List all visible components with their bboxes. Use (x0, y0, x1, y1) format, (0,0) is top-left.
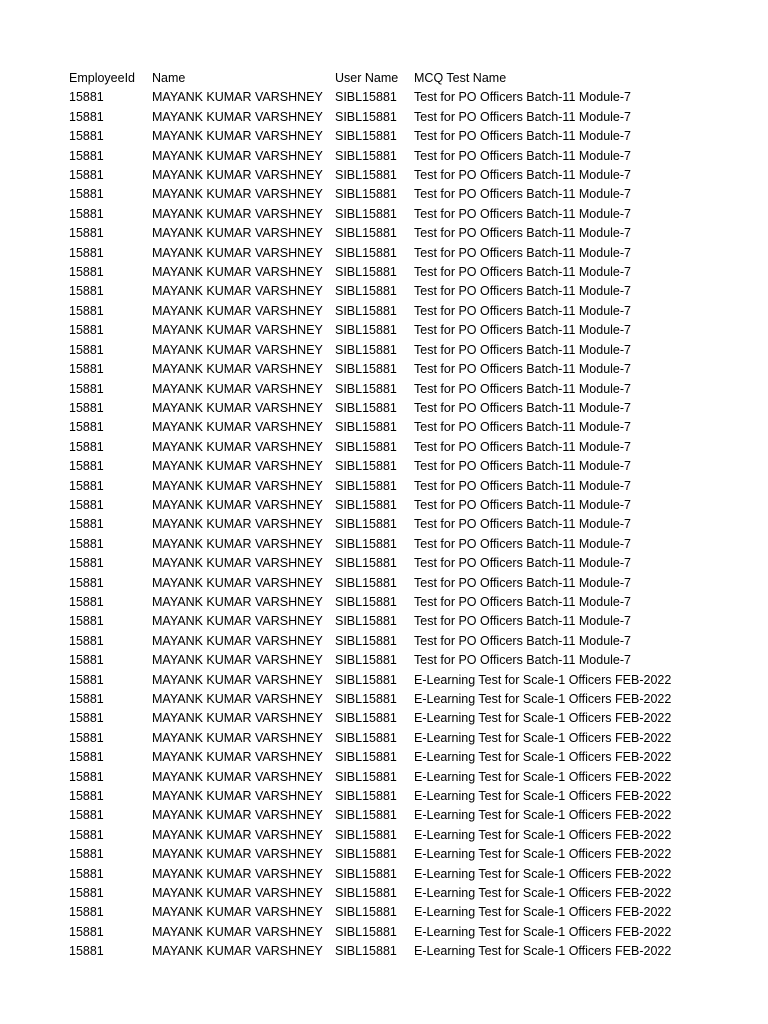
cell-name: MAYANK KUMAR VARSHNEY (152, 303, 323, 318)
cell-user-name: SIBL15881 (335, 866, 397, 881)
cell-mcq-test-name: E-Learning Test for Scale-1 Officers FEB-2022 (414, 847, 672, 862)
cell-mcq-test-name: Test for PO Officers Batch-11 Module-7 (414, 109, 631, 124)
cell-name: MAYANK KUMAR VARSHNEY (152, 129, 323, 144)
cell-employee-id: 15881 (69, 750, 104, 765)
cell-name: MAYANK KUMAR VARSHNEY (152, 750, 323, 765)
cell-mcq-test-name: Test for PO Officers Batch-11 Module-7 (414, 168, 631, 183)
cell-user-name: SIBL15881 (335, 789, 397, 804)
cell-employee-id: 15881 (69, 692, 104, 706)
cell-name: MAYANK KUMAR VARSHNEY (152, 245, 323, 260)
cell-user-name: SIBL15881 (335, 556, 397, 571)
cell-mcq-test-name: Test for PO Officers Batch-11 Module-7 (414, 362, 631, 377)
cell-name: MAYANK KUMAR VARSHNEY (152, 614, 323, 629)
table-row (69, 651, 759, 670)
cell-mcq-test-name: Test for PO Officers Batch-11 Module-7 (414, 633, 631, 648)
table-row (69, 671, 759, 690)
cell-name: MAYANK KUMAR VARSHNEY (152, 692, 323, 706)
cell-mcq-test-name: E-Learning Test for Scale-1 Officers FEB-2022 (414, 730, 672, 745)
cell-user-name: SIBL15881 (335, 750, 397, 765)
cell-user-name: SIBL15881 (335, 323, 397, 338)
cell-user-name: SIBL15881 (335, 420, 397, 435)
table-row (69, 923, 759, 942)
cell-employee-id: 15881 (69, 168, 104, 183)
cell-user-name: SIBL15881 (335, 711, 397, 726)
table-row (69, 302, 759, 321)
cell-employee-id: 15881 (69, 866, 104, 881)
table-row (69, 496, 759, 515)
cell-name: MAYANK KUMAR VARSHNEY (152, 575, 323, 590)
cell-employee-id: 15881 (69, 905, 104, 920)
table-row (69, 612, 759, 631)
cell-employee-id: 15881 (69, 478, 104, 493)
cell-user-name: SIBL15881 (335, 633, 397, 648)
table-row (69, 884, 759, 903)
cell-name: MAYANK KUMAR VARSHNEY (152, 478, 323, 493)
cell-mcq-test-name: Test for PO Officers Batch-11 Module-7 (414, 284, 631, 299)
cell-user-name: SIBL15881 (335, 459, 397, 474)
spreadsheet-table (69, 69, 759, 962)
table-row (69, 865, 759, 884)
cell-mcq-test-name: Test for PO Officers Batch-11 Module-7 (414, 478, 631, 493)
cell-mcq-test-name: E-Learning Test for Scale-1 Officers FEB-2022 (414, 924, 672, 939)
cell-user-name: SIBL15881 (335, 129, 397, 144)
cell-name: MAYANK KUMAR VARSHNEY (152, 886, 323, 901)
cell-mcq-test-name: Test for PO Officers Batch-11 Module-7 (414, 400, 631, 415)
cell-mcq-test-name: Test for PO Officers Batch-11 Module-7 (414, 497, 631, 512)
cell-name: MAYANK KUMAR VARSHNEY (152, 400, 323, 415)
cell-mcq-test-name: Test for PO Officers Batch-11 Module-7 (414, 439, 631, 454)
cell-employee-id: 15881 (69, 556, 104, 571)
cell-name: MAYANK KUMAR VARSHNEY (152, 556, 323, 571)
cell-user-name: SIBL15881 (335, 109, 397, 124)
cell-mcq-test-name: E-Learning Test for Scale-1 Officers FEB-2022 (414, 750, 672, 765)
cell-employee-id: 15881 (69, 187, 104, 202)
cell-mcq-test-name: E-Learning Test for Scale-1 Officers FEB-2022 (414, 711, 672, 726)
cell-employee-id: 15881 (69, 847, 104, 862)
table-row (69, 127, 759, 146)
table-row (69, 438, 759, 457)
cell-mcq-test-name: E-Learning Test for Scale-1 Officers FEB-2022 (414, 905, 672, 920)
cell-name: MAYANK KUMAR VARSHNEY (152, 905, 323, 920)
cell-mcq-test-name: Test for PO Officers Batch-11 Module-7 (414, 148, 631, 163)
table-row (69, 147, 759, 166)
cell-user-name: SIBL15881 (335, 730, 397, 745)
cell-user-name: SIBL15881 (335, 148, 397, 163)
cell-employee-id: 15881 (69, 789, 104, 804)
table-row (69, 942, 759, 961)
table-row (69, 244, 759, 263)
cell-name: MAYANK KUMAR VARSHNEY (152, 789, 323, 804)
header-name: Name (152, 71, 186, 85)
cell-employee-id: 15881 (69, 808, 104, 823)
cell-employee-id: 15881 (69, 265, 104, 280)
cell-name: MAYANK KUMAR VARSHNEY (152, 497, 323, 512)
table-row (69, 224, 759, 243)
cell-employee-id: 15881 (69, 303, 104, 318)
cell-employee-id: 15881 (69, 614, 104, 629)
cell-mcq-test-name: Test for PO Officers Batch-11 Module-7 (414, 381, 631, 396)
cell-name: MAYANK KUMAR VARSHNEY (152, 381, 323, 396)
cell-name: MAYANK KUMAR VARSHNEY (152, 517, 323, 532)
cell-user-name: SIBL15881 (335, 439, 397, 454)
cell-user-name: SIBL15881 (335, 206, 397, 221)
cell-user-name: SIBL15881 (335, 245, 397, 260)
cell-employee-id: 15881 (69, 536, 104, 551)
table-row (69, 709, 759, 728)
cell-mcq-test-name: Test for PO Officers Batch-11 Module-7 (414, 536, 631, 551)
cell-mcq-test-name: Test for PO Officers Batch-11 Module-7 (414, 575, 631, 590)
cell-name: MAYANK KUMAR VARSHNEY (152, 730, 323, 745)
cell-employee-id: 15881 (69, 459, 104, 474)
table-row (69, 457, 759, 476)
table-row (69, 593, 759, 612)
cell-name: MAYANK KUMAR VARSHNEY (152, 459, 323, 474)
cell-employee-id: 15881 (69, 362, 104, 377)
cell-user-name: SIBL15881 (335, 808, 397, 823)
cell-name: MAYANK KUMAR VARSHNEY (152, 633, 323, 648)
cell-name: MAYANK KUMAR VARSHNEY (152, 653, 323, 668)
table-row (69, 903, 759, 922)
table-row (69, 515, 759, 534)
cell-user-name: SIBL15881 (335, 847, 397, 862)
cell-user-name: SIBL15881 (335, 168, 397, 183)
cell-employee-id: 15881 (69, 633, 104, 648)
cell-mcq-test-name: Test for PO Officers Batch-11 Module-7 (414, 459, 631, 474)
cell-user-name: SIBL15881 (335, 692, 397, 706)
cell-employee-id: 15881 (69, 672, 104, 687)
cell-mcq-test-name: Test for PO Officers Batch-11 Module-7 (414, 245, 631, 260)
cell-name: MAYANK KUMAR VARSHNEY (152, 342, 323, 357)
cell-name: MAYANK KUMAR VARSHNEY (152, 769, 323, 784)
cell-employee-id: 15881 (69, 924, 104, 939)
cell-name: MAYANK KUMAR VARSHNEY (152, 536, 323, 551)
cell-user-name: SIBL15881 (335, 90, 397, 105)
cell-name: MAYANK KUMAR VARSHNEY (152, 808, 323, 823)
cell-name: MAYANK KUMAR VARSHNEY (152, 944, 323, 959)
cell-name: MAYANK KUMAR VARSHNEY (152, 168, 323, 183)
cell-mcq-test-name: Test for PO Officers Batch-11 Module-7 (414, 342, 631, 357)
table-header-row (69, 69, 759, 88)
cell-employee-id: 15881 (69, 769, 104, 784)
cell-employee-id: 15881 (69, 226, 104, 241)
cell-mcq-test-name: E-Learning Test for Scale-1 Officers FEB-2022 (414, 789, 672, 804)
table-row (69, 554, 759, 573)
cell-mcq-test-name: E-Learning Test for Scale-1 Officers FEB-2022 (414, 866, 672, 881)
table-row (69, 88, 759, 107)
cell-employee-id: 15881 (69, 342, 104, 357)
cell-employee-id: 15881 (69, 594, 104, 609)
cell-name: MAYANK KUMAR VARSHNEY (152, 866, 323, 881)
cell-name: MAYANK KUMAR VARSHNEY (152, 439, 323, 454)
table-row (69, 748, 759, 767)
cell-employee-id: 15881 (69, 109, 104, 124)
cell-mcq-test-name: Test for PO Officers Batch-11 Module-7 (414, 323, 631, 338)
cell-mcq-test-name: Test for PO Officers Batch-11 Module-7 (414, 206, 631, 221)
cell-user-name: SIBL15881 (335, 944, 397, 959)
cell-mcq-test-name: Test for PO Officers Batch-11 Module-7 (414, 226, 631, 241)
table-row (69, 282, 759, 301)
table-row (69, 574, 759, 593)
table-row (69, 185, 759, 204)
table-row (69, 690, 759, 709)
cell-name: MAYANK KUMAR VARSHNEY (152, 109, 323, 124)
cell-user-name: SIBL15881 (335, 886, 397, 901)
table-row (69, 108, 759, 127)
cell-name: MAYANK KUMAR VARSHNEY (152, 148, 323, 163)
cell-employee-id: 15881 (69, 439, 104, 454)
table-row (69, 535, 759, 554)
cell-user-name: SIBL15881 (335, 342, 397, 357)
cell-name: MAYANK KUMAR VARSHNEY (152, 847, 323, 862)
cell-name: MAYANK KUMAR VARSHNEY (152, 226, 323, 241)
cell-mcq-test-name: Test for PO Officers Batch-11 Module-7 (414, 420, 631, 435)
cell-user-name: SIBL15881 (335, 400, 397, 415)
cell-employee-id: 15881 (69, 245, 104, 260)
table-row (69, 360, 759, 379)
cell-employee-id: 15881 (69, 323, 104, 338)
cell-user-name: SIBL15881 (335, 575, 397, 590)
header-employee-id: EmployeeId (69, 71, 136, 85)
table-row (69, 418, 759, 437)
cell-mcq-test-name: Test for PO Officers Batch-11 Module-7 (414, 517, 631, 532)
cell-user-name: SIBL15881 (335, 614, 397, 629)
cell-mcq-test-name: E-Learning Test for Scale-1 Officers FEB-2022 (414, 692, 672, 706)
table-row (69, 806, 759, 825)
cell-mcq-test-name: Test for PO Officers Batch-11 Module-7 (414, 594, 631, 609)
cell-mcq-test-name: Test for PO Officers Batch-11 Module-7 (414, 265, 631, 280)
cell-name: MAYANK KUMAR VARSHNEY (152, 362, 323, 377)
cell-employee-id: 15881 (69, 129, 104, 144)
cell-employee-id: 15881 (69, 711, 104, 726)
cell-name: MAYANK KUMAR VARSHNEY (152, 187, 323, 202)
cell-name: MAYANK KUMAR VARSHNEY (152, 711, 323, 726)
table-row (69, 399, 759, 418)
cell-user-name: SIBL15881 (335, 362, 397, 377)
cell-mcq-test-name: Test for PO Officers Batch-11 Module-7 (414, 90, 631, 105)
header-user-name: User Name (335, 71, 399, 85)
cell-user-name: SIBL15881 (335, 265, 397, 280)
cell-employee-id: 15881 (69, 284, 104, 299)
cell-name: MAYANK KUMAR VARSHNEY (152, 284, 323, 299)
cell-name: MAYANK KUMAR VARSHNEY (152, 420, 323, 435)
cell-user-name: SIBL15881 (335, 769, 397, 784)
cell-mcq-test-name: Test for PO Officers Batch-11 Module-7 (414, 653, 631, 668)
table-row (69, 768, 759, 787)
cell-user-name: SIBL15881 (335, 924, 397, 939)
cell-user-name: SIBL15881 (335, 497, 397, 512)
cell-user-name: SIBL15881 (335, 226, 397, 241)
cell-user-name: SIBL15881 (335, 284, 397, 299)
cell-mcq-test-name: E-Learning Test for Scale-1 Officers FEB-2022 (414, 944, 672, 959)
cell-mcq-test-name: Test for PO Officers Batch-11 Module-7 (414, 129, 631, 144)
cell-employee-id: 15881 (69, 381, 104, 396)
cell-user-name: SIBL15881 (335, 187, 397, 202)
table-row (69, 341, 759, 360)
cell-user-name: SIBL15881 (335, 478, 397, 493)
cell-employee-id: 15881 (69, 653, 104, 668)
cell-employee-id: 15881 (69, 420, 104, 435)
header-mcq-test-name: MCQ Test Name (414, 71, 507, 85)
cell-mcq-test-name: E-Learning Test for Scale-1 Officers FEB-2022 (414, 808, 672, 823)
cell-mcq-test-name: Test for PO Officers Batch-11 Module-7 (414, 187, 631, 202)
cell-user-name: SIBL15881 (335, 594, 397, 609)
cell-employee-id: 15881 (69, 575, 104, 590)
cell-employee-id: 15881 (69, 90, 104, 105)
cell-user-name: SIBL15881 (335, 517, 397, 532)
cell-employee-id: 15881 (69, 497, 104, 512)
table-row (69, 380, 759, 399)
table-row (69, 632, 759, 651)
cell-user-name: SIBL15881 (335, 536, 397, 551)
cell-employee-id: 15881 (69, 886, 104, 901)
cell-mcq-test-name: Test for PO Officers Batch-11 Module-7 (414, 303, 631, 318)
table-row (69, 166, 759, 185)
cell-mcq-test-name: Test for PO Officers Batch-11 Module-7 (414, 614, 631, 629)
table-row (69, 845, 759, 864)
cell-name: MAYANK KUMAR VARSHNEY (152, 206, 323, 221)
cell-mcq-test-name: E-Learning Test for Scale-1 Officers FEB-2022 (414, 769, 672, 784)
cell-employee-id: 15881 (69, 944, 104, 959)
cell-user-name: SIBL15881 (335, 303, 397, 318)
cell-name: MAYANK KUMAR VARSHNEY (152, 323, 323, 338)
cell-name: MAYANK KUMAR VARSHNEY (152, 924, 323, 939)
table-row (69, 477, 759, 496)
cell-name: MAYANK KUMAR VARSHNEY (152, 672, 323, 687)
table-row (69, 263, 759, 282)
cell-name: MAYANK KUMAR VARSHNEY (152, 90, 323, 105)
cell-employee-id: 15881 (69, 206, 104, 221)
cell-employee-id: 15881 (69, 827, 104, 842)
cell-mcq-test-name: Test for PO Officers Batch-11 Module-7 (414, 556, 631, 571)
cell-name: MAYANK KUMAR VARSHNEY (152, 265, 323, 280)
table-row (69, 826, 759, 845)
cell-mcq-test-name: E-Learning Test for Scale-1 Officers FEB-2022 (414, 672, 672, 687)
cell-employee-id: 15881 (69, 517, 104, 532)
cell-user-name: SIBL15881 (335, 672, 397, 687)
table-row (69, 787, 759, 806)
table-row (69, 729, 759, 748)
table-body (69, 88, 759, 961)
table-row (69, 321, 759, 340)
cell-employee-id: 15881 (69, 400, 104, 415)
cell-user-name: SIBL15881 (335, 905, 397, 920)
cell-user-name: SIBL15881 (335, 827, 397, 842)
cell-name: MAYANK KUMAR VARSHNEY (152, 594, 323, 609)
cell-employee-id: 15881 (69, 730, 104, 745)
cell-mcq-test-name: E-Learning Test for Scale-1 Officers FEB-2022 (414, 827, 672, 842)
cell-user-name: SIBL15881 (335, 653, 397, 668)
table-row (69, 205, 759, 224)
cell-user-name: SIBL15881 (335, 381, 397, 396)
cell-mcq-test-name: E-Learning Test for Scale-1 Officers FEB-2022 (414, 886, 672, 901)
cell-name: MAYANK KUMAR VARSHNEY (152, 827, 323, 842)
cell-employee-id: 15881 (69, 148, 104, 163)
